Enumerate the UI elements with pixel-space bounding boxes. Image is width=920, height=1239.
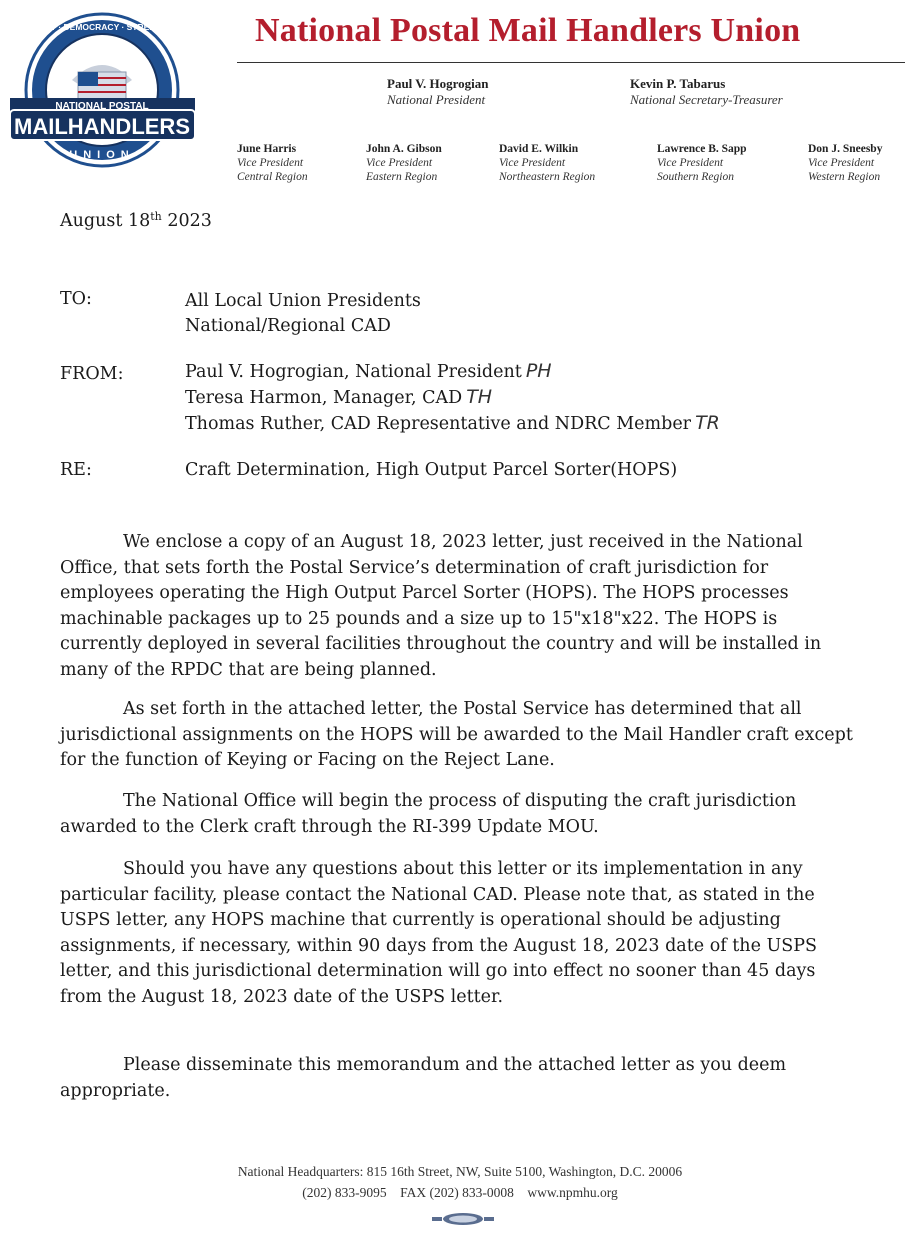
re-label: RE: [60,460,92,480]
vp-title: Vice President [808,157,875,169]
from-label: FROM: [60,364,124,384]
vp-title: Vice President [657,157,724,169]
logo-arc-top: UNITY · DEMOCRACY · STRENGTH [30,22,174,32]
sender-text: Thomas Ruther, CAD Representative and NDRC Member [185,414,692,434]
from-line [185,385,720,411]
body-paragraph-1: We enclose a copy of an August 18, 2023 letter, just received in the National Office, that sets forth the Postal Service’s determination of craft jurisdiction for employees operating the High Output Parcel Sorter (HOPS). The HOPS processes machinable packages up to 25 pounds and a size up to 15"x18"x22. The HOPS is currently deployed in several facilities throughout the country and will be installed in many of the RPDC that are being planned. [60,532,822,680]
officer-name: Kevin P. Tabarus [630,76,726,91]
vp-region: Eastern Region [366,171,438,183]
officer-secretary-treasurer [630,76,783,108]
to-line: National/Regional CAD [185,316,391,336]
sender-initials: TH [466,386,493,408]
vp-central [237,142,308,184]
vp-title: Vice President [499,157,566,169]
vp-title: Vice President [237,157,304,169]
officer-name: Paul V. Hogrogian [387,76,489,91]
logo-line1: NATIONAL POSTAL [55,101,149,112]
date-year: 2023 [167,211,212,231]
vp-region: Southern Region [657,171,734,183]
sender-initials: PH [525,360,552,382]
from-senders [185,359,720,437]
vp-name: June Harris [237,143,297,155]
union-bug-icon [428,1211,498,1227]
vp-western [808,142,882,184]
to-recipients [185,289,421,339]
memo-date [60,210,212,231]
logo-line2: MAILHANDLERS [14,114,190,139]
body-paragraph-2: As set forth in the attached letter, the Postal Service has determined that all jurisdictional assignments on the HOPS will be awarded to the Mail Handler craft except for the function of Keying or Facing on the Reject Lane. [60,699,853,770]
officer-title: National Secretary-Treasurer [630,92,783,107]
vp-region: Central Region [237,171,308,183]
body-paragraph-5: Please disseminate this memorandum and the attached letter as you deem appropriate. [60,1055,787,1101]
title-divider [237,62,905,63]
vp-title: Vice President [366,157,433,169]
date-suffix: th [150,210,162,223]
from-line [185,359,720,385]
vp-region: Western Region [808,171,881,183]
footer-address: National Headquarters: 815 16th Street, NW, Suite 5100, Washington, D.C. 20006 [237,1164,683,1179]
date-day: August 18 [60,211,151,231]
vp-southern [657,142,747,184]
sender-text: Teresa Harmon, Manager, CAD [185,388,463,408]
officer-title: National President [387,92,486,107]
body-paragraph-4: Should you have any questions about this letter or its implementation in any particular facility, please contact the National CAD. Please note that, as stated in the USPS letter, any HOPS machine that currently is operational should be adjusting assignments, if necessary, within 90 days from the August 18, 2023 date of the USPS letter, and this jurisdictional determination will go into effect no sooner than 45 days from the August 18, 2023 date of the USPS letter. [60,859,817,1007]
vp-name: Don J. Sneesby [808,143,883,155]
logo-arc-bottom: UNION [69,149,135,161]
vp-name: David E. Wilkin [499,143,579,155]
to-label: TO: [60,289,92,309]
sender-initials: TR [695,412,720,434]
re-subject: Craft Determination, High Output Parcel Sorter(HOPS) [185,460,678,480]
from-line [185,411,720,437]
vp-name: John A. Gibson [366,143,442,155]
vp-northeastern [499,142,595,184]
officer-president [387,76,489,108]
union-logo [10,10,195,170]
sender-text: Paul V. Hogrogian, National President [185,362,522,382]
to-line: All Local Union Presidents [185,291,421,311]
vp-eastern [366,142,442,184]
vp-name: Lawrence B. Sapp [657,143,747,155]
footer-contact: (202) 833-9095 FAX (202) 833-0008 www.npmhu.org [302,1185,618,1200]
union-name: National Postal Mail Handlers Union [255,12,801,49]
vp-region: Northeastern Region [499,171,596,183]
body-paragraph-3: The National Office will begin the process of disputing the craft jurisdiction awarded to the Clerk craft through the RI-399 Update MOU. [60,791,797,837]
